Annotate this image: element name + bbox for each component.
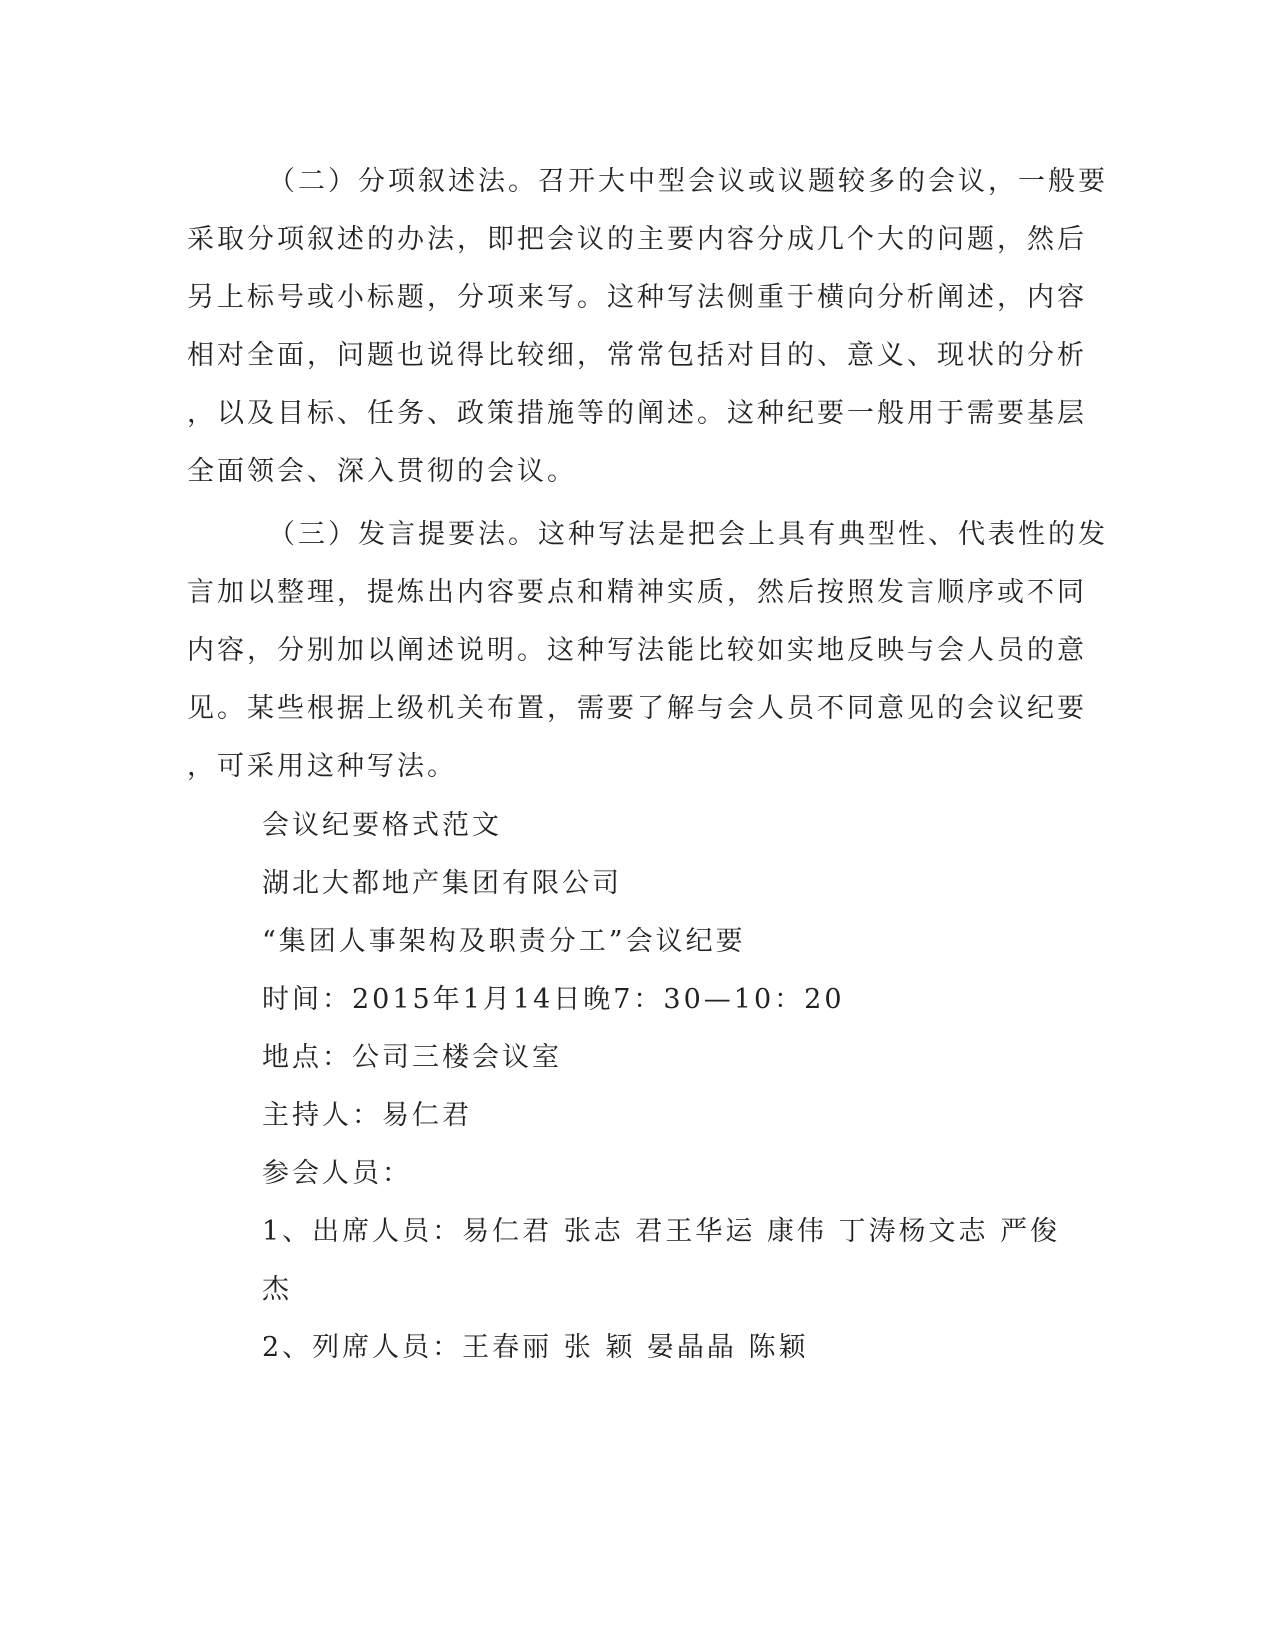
attendees-observers: 2、列席人员：王春丽 张 颖 晏晶晶 陈颖 — [262, 1332, 809, 1363]
company-name: 湖北大都地产集团有限公司 — [262, 868, 622, 899]
paragraph-line: 相对全面，问题也说得比较细，常常包括对目的、意义、现状的分析 — [187, 340, 1087, 371]
meeting-host: 主持人：易仁君 — [262, 1100, 472, 1131]
paragraph-line: 采取分项叙述的办法，即把会议的主要内容分成几个大的问题，然后 — [187, 224, 1087, 255]
paragraph-line: 另上标号或小标题，分项来写。这种写法侧重于横向分析阐述，内容 — [187, 282, 1087, 313]
paragraph-line: ，以及目标、任务、政策措施等的阐述。这种纪要一般用于需要基层 — [187, 398, 1087, 429]
minutes-title: “集团人事架构及职责分工”会议纪要 — [262, 926, 746, 957]
meeting-time: 时间：2015年1月14日晚7：30—10：20 — [262, 984, 845, 1015]
meeting-place: 地点：公司三楼会议室 — [262, 1042, 562, 1073]
attendees-present: 1、出席人员：易仁君 张志 君王华运 康伟 丁涛杨文志 严俊 — [262, 1216, 1061, 1247]
sample-heading: 会议纪要格式范文 — [262, 810, 502, 841]
paragraph-line: 全面领会、深入贯彻的会议。 — [187, 456, 577, 487]
attendees-label: 参会人员： — [262, 1158, 412, 1189]
paragraph-line: （三）发言提要法。这种写法是把会上具有典型性、代表性的发 — [268, 519, 1108, 550]
paragraph-line: 言加以整理，提炼出内容要点和精神实质，然后按照发言顺序或不同 — [187, 577, 1087, 608]
paragraph-line: （二）分项叙述法。召开大中型会议或议题较多的会议，一般要 — [268, 166, 1108, 197]
paragraph-line: 见。某些根据上级机关布置，需要了解与会人员不同意见的会议纪要 — [187, 693, 1087, 724]
paragraph-line: ，可采用这种写法。 — [187, 751, 457, 782]
attendees-present-continued: 杰 — [262, 1274, 292, 1305]
paragraph-line: 内容，分别加以阐述说明。这种写法能比较如实地反映与会人员的意 — [187, 635, 1087, 666]
